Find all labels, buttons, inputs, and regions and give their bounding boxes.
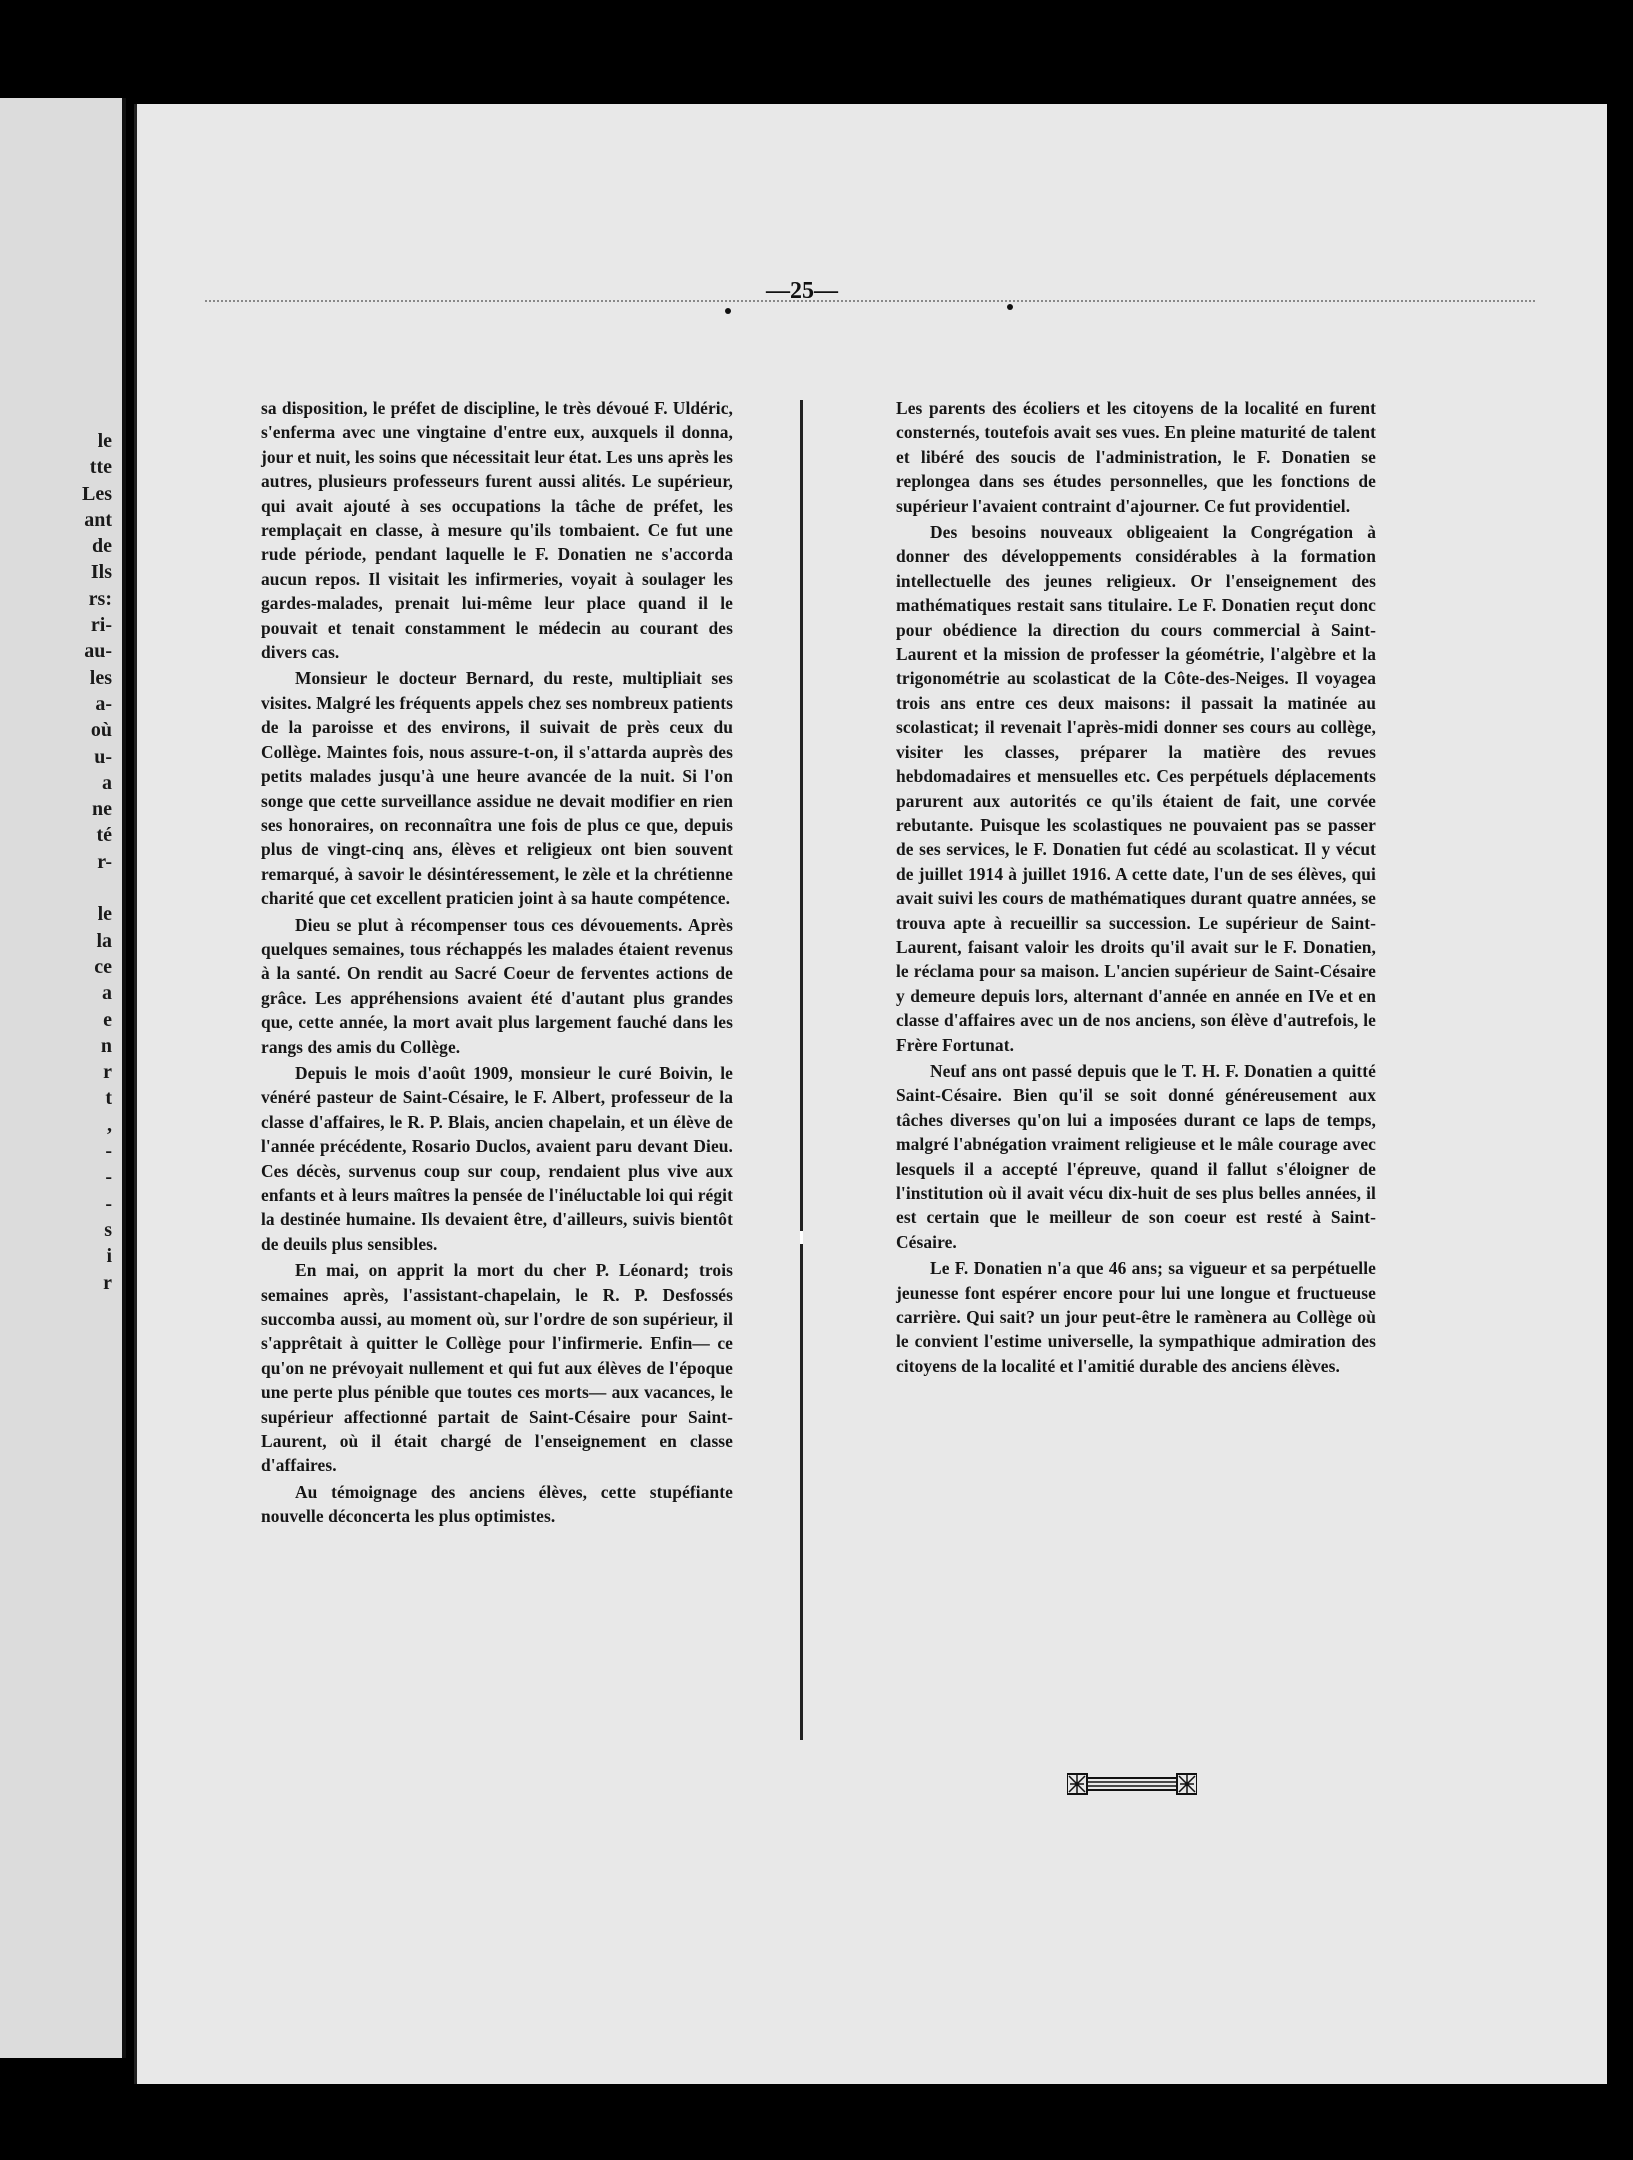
left-page-fragment: au- [84,640,112,663]
paragraph: Depuis le mois d'août 1909, monsieur le curé Boivin, le vénéré pasteur de Saint-Césaire, le F. Albert, professeur de la classe d'affaires, le R. P. Blais, ancien chapelain, et un élève de l'année précédente, Rosario Duclos, avaient paru devant Dieu. Ces décès, survenus coup sur coup, rendaient plus vive aux enfants et à leurs maîtres la pensée de l'inéluctable loi qui régit la destinée humaine. Ils devaient être, d'ailleurs, suivis bientôt de deuils plus sensibles. [261,1062,733,1254]
header-dotted-rule [205,300,1535,302]
paragraph: Au témoignage des anciens élèves, cette stupéfiante nouvelle déconcerta les plus optimistes. [261,1481,733,1527]
left-page-fragment: a- [95,692,112,715]
left-page-fragment: ce [94,955,112,978]
left-page-fragment: s [104,1218,112,1241]
left-page-fragment: r- [97,850,112,873]
paragraph: Le F. Donatien n'a que 46 ans; sa vigueur et sa perpétuelle jeunesse font espérer encore pour lui une longue et fructueuse carrière. Qui sait? un jour peut-être le ramènera au Collège où le convient l'estime universelle, la sympathique admiration des citoyens de la localité et l'amitié durable des anciens élèves. [896,1258,1376,1376]
left-page-fragment: - [105,1166,112,1189]
left-page-fragment: , [107,1113,112,1136]
paragraph: Neuf ans ont passé depuis que le T. H. F. Donatien a quitté Saint-Césaire. Bien qu'il se soit donné généreusement aux tâches diverses qu'on lui a imposées durant ce laps de temps, malgré l'abnégation vraiment religieuse et le mâle courage avec lesquels il a accepté l'épreuve, quand il fallut s'éloigner de l'institution où il avait vécu dix-huit de ses plus belles années, il est certain que le meilleur de son coeur est resté à Saint-Césaire. [896,1060,1376,1252]
left-page-fragment: la [96,929,112,952]
left-page-fragment: où [90,719,112,742]
left-page-fragment: le [97,903,112,926]
paragraph: sa disposition, le préfet de discipline, le très dévoué F. Uldéric, s'enferma avec une vingtaine d'entre eux, auxquels il donna, jour et nuit, les soins que nécessitait leur état. Les uns après les autres, plusieurs professeurs furent aussi alités. Le supérieur, qui avait ajouté à ses occupations la tâche de préfet, les remplaçait en classe, à mesure qu'ils tombaient. Ce fut une rude période, pendant laquelle le F. Donatien ne s'accorda aucun repos. Il visitait les infirmeries, voyait à soulager les gardes-malades, prenait lui-même leur place quand il le pouvait et tenait constamment le médecin au courant des divers cas. [261,398,733,663]
left-page-fragment: le [97,430,112,452]
left-page-fragment: Ils [90,561,112,584]
left-page-fragment: t [105,1087,112,1110]
left-page-fragment: - [105,1140,112,1163]
right-text-column [896,396,1376,1380]
left-page-fragment: de [92,535,112,558]
left-page-text-fragments [54,428,112,1296]
paragraph: Des besoins nouveaux obligeaient la Congrégation à donner des développements considérables à la formation intellectuelle des jeunes religieux. Or l'enseignement des mathématiques restait sans titulaire. Le F. Donatien reçut donc pour obédience la direction du cours commercial à Saint-Laurent et la mission de professer la géométrie, l'algèbre et la trigonométrie au scolasticat de la Côte-des-Neiges. Il voyagea trois ans entre ces deux maisons: il passait la matinée au scolasticat; il revenait l'après-midi donner ses cours au collège, visiter les classes, préparer la matière des revues hebdomadaires et mensuelles etc. Ces perpétuels déplacements parurent aux autorités ce qu'ils étaient de fait, une corvée rebutante. Puisque les scolastiques ne pouvaient pas se passer de ses services, le F. Donatien fut cédé au scolasticat. Il y vécut de juillet 1914 à juillet 1916. A cette date, l'un de ses élèves, qui avait suivi les cours de mathématiques durant quatre années, se trouva apte à recueillir sa succession. Le supérieur de Saint-Laurent, faisant valoir les droits qu'il avait sur le F. Donatien, le réclama pour sa maison. L'ancien supérieur de Saint-Césaire y demeure depuis lors, alternant d'année en année en IVe et en classe d'affaires avec un de nos anciens, son élève d'autrefois, le Frère Fortunat. [896,522,1376,1055]
left-page-fragment: r [103,1061,112,1084]
left-page-fragment: Les [82,482,112,505]
left-page-fragment: ne [92,798,112,821]
paragraph: En mai, on apprit la mort du cher P. Léonard; trois semaines après, l'assistant-chapelain, le R. P. Desfossés succomba aussi, au moment où, sur l'ordre de son supérieur, il s'apprêtait à quitter le Collège pour l'infirmerie. Enfin— ce qu'on ne prévoyait nullement et qui fut aux élèves de l'époque une perte plus pénible que toutes ces morts— aux vacances, le supérieur affectionné partait de Saint-Césaire pour Saint-Laurent, où il était chargé de l'enseignement en classe d'affaires. [261,1260,733,1476]
page-number: —25— [766,278,838,304]
left-page-fragment: u- [94,745,112,768]
header-dot [1007,304,1013,310]
left-page-fragment: e [103,1008,112,1031]
left-page-fragment: a [102,982,112,1005]
document-page [134,104,1607,2084]
left-page-edge [0,98,126,2058]
left-page-fragment: n [100,1034,112,1057]
left-page-fragment: tte [89,456,112,479]
left-page-fragment: - [105,1192,112,1215]
left-page-fragment: ri- [90,614,112,637]
left-page-fragment [54,875,112,901]
left-page-fragment: rs: [88,587,112,610]
left-page-fragment: a [102,771,112,794]
left-page-fragment: ant [84,508,112,531]
column-divider-rule [800,400,803,1740]
left-page-fragment: les [89,666,112,689]
paragraph: Dieu se plut à récompenser tous ces dévouements. Après quelques semaines, tous réchappés les malades étaient revenus à la santé. On rendit au Sacré Coeur de ferventes actions de grâce. Les appréhensions avaient été d'autant plus grandes que, cette année, la mort avait plus largement fauché dans les rangs des amis du Collège. [261,914,733,1057]
left-text-column [261,396,733,1531]
left-page-fragment: i [106,1245,112,1268]
left-page-fragment: té [96,824,112,847]
paragraph: Monsieur le docteur Bernard, du reste, multipliait ses visites. Malgré les fréquents appels chez ses nombreux patients de la paroisse et des environs, il suivait de près ceux du Collège. Maintes fois, nous assure-t-on, il s'attarda auprès des petits malades jusqu'à une heure avancée de la nuit. Si l'on songe que cette surveillance assidue ne devait modifier en rien ses honoraires, on reconnaîtra une fois de plus ce que, depuis plus de vingt-cinq ans, élèves et religieux ont bien souvent remarqué, à savoir le désintéressement, le zèle et la chrétienne charité que cet excellent praticien joint à sa haute compétence. [261,668,733,909]
left-page-fragment: r [103,1271,112,1294]
paragraph: Les parents des écoliers et les citoyens de la localité en furent consternés, toutefois avait ses vues. En pleine maturité de talent et libéré des soucis de l'administration, le F. Donatien se replongea dans ses études personnelles, que les fonctions de supérieur l'avaient contraint d'ajourner. Ce fut providentiel. [896,398,1376,516]
header-dot [725,308,731,314]
end-ornament [1067,1772,1197,1796]
